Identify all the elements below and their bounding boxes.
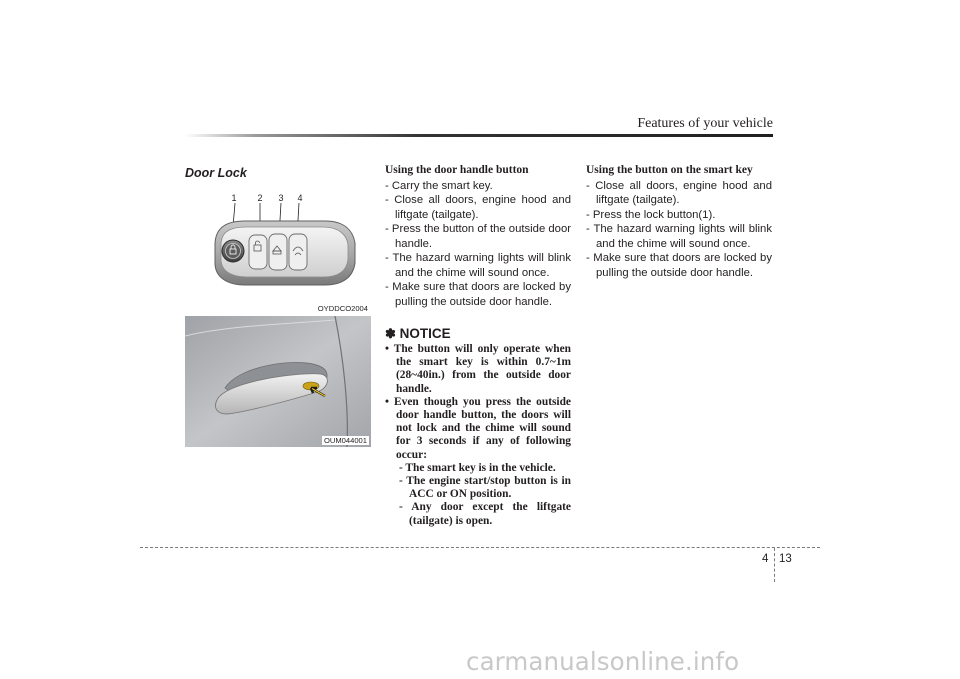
fob-button-number-4: 4 [297,193,303,203]
notice-bullet: • Even though you press the outside door handle button, the doors will not lock and the chime will sound for 3 seconds if any of following occur: [385,395,571,461]
smart-key-figure [185,187,371,315]
door-handle-step: - Carry the smart key. [385,179,493,192]
middle-column [385,163,571,528]
smart-key-step: - Close all doors, engine hood and liftgate (tailgate). [586,179,772,206]
footer-divider [774,548,775,582]
figure-code-handle: OUM044001 [323,436,367,445]
fob-button-number-3: 3 [278,193,284,203]
smart-key-step: - Press the lock button(1). [586,208,716,221]
chapter-number: 4 [762,553,769,565]
door-handle-illustration [185,316,371,447]
door-handle-step: - Press the button of the outside door handle. [385,223,571,250]
footer-rule [140,547,820,548]
fob-button-number-1: 1 [231,193,237,203]
running-header-title: Features of your vehicle [637,116,773,131]
notice-heading [385,325,571,343]
notice-title: NOTICE [399,326,451,341]
door-handle-heading: Using the door handle button [385,164,529,176]
header-rule [185,134,773,137]
smart-key-step: - The hazard warning lights will blink and the chime will sound once. [586,223,772,250]
notice-bullet: • The button will only operate when the smart key is within 0.7~1m (28~40in.) from the outside door handle. [385,343,571,395]
door-handle-figure [185,316,371,447]
notice-subitem: - Any door except the liftgate (tailgate) is open. [399,501,571,527]
smart-key-heading: Using the button on the smart key [586,164,753,176]
section-title: Door Lock [185,166,247,180]
notice-icon: ✽ [385,326,396,341]
smart-key-illustration [185,187,371,315]
watermark: carmanualsonline.info [466,647,740,676]
smart-key-step: - Make sure that doors are locked by pulling the outside door handle. [586,252,772,279]
notice-subitem: - The smart key is in the vehicle. [399,461,556,474]
fob-button-number-2: 2 [257,193,263,203]
figure-code-key: OYDDCO2004 [317,304,368,313]
door-handle-step: - Make sure that doors are locked by pulling the outside door handle. [385,281,571,308]
page-number: 13 [779,553,792,565]
right-column [586,163,772,280]
door-handle-step: - Close all doors, engine hood and liftgate (tailgate). [385,194,571,221]
door-handle-step: - The hazard warning lights will blink and the chime will sound once. [385,252,571,279]
notice-subitem: - The engine start/stop button is in ACC or ON position. [399,475,571,501]
